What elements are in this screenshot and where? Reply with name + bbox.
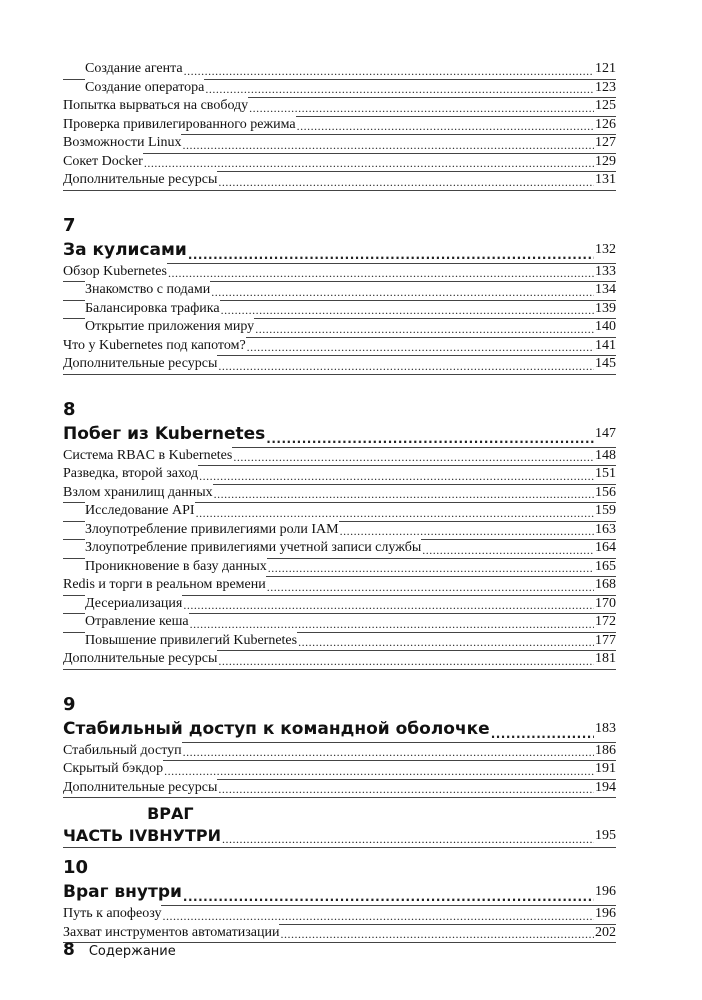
dot-leader (182, 137, 594, 153)
toc-entry[interactable] (63, 356, 616, 375)
dot-leader (190, 616, 594, 632)
dot-leader (199, 468, 594, 484)
toc-entry-title: Возможности Linux (63, 134, 181, 153)
toc-entry-title: Попытка вырваться на свободу (63, 97, 248, 116)
toc-entry-page: 156 (595, 484, 616, 500)
toc-entry-page: 165 (595, 558, 616, 574)
toc-entry-page: 196 (595, 906, 616, 921)
dot-leader (221, 302, 594, 318)
toc-entry-page: 134 (595, 282, 616, 297)
toc-entry-title: Что у Kubernetes под капотом? (63, 337, 246, 356)
toc-entry-page: 126 (595, 116, 616, 132)
toc-entry[interactable] (63, 282, 616, 301)
dot-leader (218, 174, 594, 190)
table-of-contents (63, 61, 616, 943)
chapter-title: Враг внутри (63, 879, 182, 905)
dot-leader (267, 579, 594, 595)
toc-entry-title: Злоупотребление привилегиями роли IAM (85, 521, 339, 540)
toc-entry-title: Проверка привилегированного режима (63, 116, 296, 135)
toc-entry-page: 202 (595, 924, 616, 940)
toc-entry-title: Знакомство с подами (85, 281, 210, 300)
toc-entry-title: Обзор Kubernetes (63, 263, 167, 282)
toc-entry[interactable] (63, 651, 616, 670)
toc-entry-page: 127 (595, 135, 616, 150)
dot-leader (249, 100, 594, 116)
dot-leader (196, 505, 594, 521)
chapter-title: Стабильный доступ к командной оболочке (63, 716, 490, 742)
toc-entry-page: 148 (595, 447, 616, 463)
chapter-title: Побег из Kubernetes (63, 421, 265, 447)
dot-leader (268, 560, 594, 576)
chapter-number: 8 (63, 398, 76, 420)
toc-entry-title: Дополнительные ресурсы (63, 355, 217, 374)
part-label: ЧАСТЬ IV (63, 826, 148, 845)
toc-entry-title: Повышение привилегий Kubernetes (85, 632, 297, 651)
toc-entry[interactable] (63, 761, 616, 780)
dot-leader (164, 763, 594, 779)
page-footer (63, 940, 176, 960)
toc-entry-page: 139 (595, 300, 616, 316)
dot-leader (247, 339, 594, 355)
toc-entry-title: Дополнительные ресурсы (63, 650, 217, 669)
chapter-page: 132 (595, 241, 616, 257)
dot-leader (422, 542, 594, 558)
toc-entry[interactable] (63, 135, 616, 154)
toc-entry-title: Скрытый бэкдор (63, 760, 163, 779)
chapter-heading[interactable] (63, 717, 616, 743)
dot-leader (218, 358, 594, 374)
toc-entry[interactable] (63, 540, 616, 559)
toc-entry[interactable] (63, 80, 616, 99)
dot-leader (214, 486, 594, 502)
toc-entry-page: 131 (595, 172, 616, 187)
toc-entry[interactable] (63, 633, 616, 652)
dot-leader (491, 726, 594, 742)
toc-entry-page: 151 (595, 466, 616, 481)
toc-entry[interactable] (63, 577, 616, 596)
part-title: ВРАГ ВНУТРИ (147, 804, 222, 845)
footer-page-number: 8 (63, 940, 75, 960)
chapter-page: 183 (595, 720, 616, 736)
toc-entry-title: Отравление кеша (85, 613, 189, 632)
dot-leader (297, 118, 594, 134)
toc-entry[interactable] (63, 117, 616, 136)
toc-entry[interactable] (63, 485, 616, 504)
toc-entry-page: 133 (595, 263, 616, 279)
toc-entry-title: Дополнительные ресурсы (63, 779, 217, 798)
toc-entry[interactable] (63, 743, 616, 762)
toc-entry-page: 129 (595, 153, 616, 169)
toc-entry-title: Проникновение в базу данных (85, 558, 267, 577)
footer-section-label: Содержание (88, 944, 176, 959)
dot-leader (222, 831, 594, 847)
toc-entry-page: 168 (595, 577, 616, 592)
toc-entry-page: 170 (595, 595, 616, 611)
toc-entry-page: 191 (595, 761, 616, 776)
toc-entry-page: 194 (595, 779, 616, 795)
dot-leader (211, 284, 594, 300)
toc-entry[interactable] (63, 522, 616, 541)
toc-entry-page: 123 (595, 79, 616, 95)
dot-leader (340, 523, 594, 539)
chapter-page: 147 (595, 425, 616, 441)
toc-entry-page: 159 (595, 503, 616, 518)
toc-entry-page: 140 (595, 319, 616, 334)
toc-entry-title: Десериализация (85, 595, 182, 614)
toc-entry-page: 186 (595, 742, 616, 758)
chapter-number: 9 (63, 693, 76, 715)
toc-entry[interactable] (63, 301, 616, 320)
toc-entry-page: 177 (595, 632, 616, 648)
chapter-page: 196 (595, 884, 616, 899)
toc-entry[interactable] (63, 448, 616, 467)
dot-leader (183, 597, 594, 613)
toc-entry-page: 125 (595, 98, 616, 113)
toc-entry-title: Система RBAC в Kubernetes (63, 447, 232, 466)
toc-entry[interactable] (63, 559, 616, 578)
toc-entry-title: Путь к апофеозу (63, 905, 161, 924)
dot-leader (168, 265, 594, 281)
dot-leader (183, 889, 594, 905)
chapter-number: 10 (63, 857, 89, 878)
toc-entry-title: Разведка, второй заход (63, 465, 198, 484)
toc-entry-page: 141 (595, 337, 616, 353)
toc-entry-title: Захват инструментов автоматизации (63, 924, 279, 943)
toc-entry[interactable] (63, 172, 616, 191)
dot-leader (184, 63, 594, 79)
toc-entry[interactable] (63, 614, 616, 633)
toc-entry[interactable] (63, 338, 616, 357)
toc-entry-title: Взлом хранилищ данных (63, 484, 213, 503)
dot-leader (144, 155, 594, 171)
toc-entry-page: 145 (595, 356, 616, 371)
toc-entry-title: Создание оператора (85, 79, 204, 98)
dot-leader (233, 449, 594, 465)
toc-entry-title: Открытие приложения миру (85, 318, 254, 337)
toc-entry-title: Сокет Docker (63, 153, 143, 172)
dot-leader (162, 908, 594, 924)
toc-entry[interactable] (63, 319, 616, 338)
toc-entry-title: Балансировка трафика (85, 300, 220, 319)
toc-entry-page: 172 (595, 614, 616, 629)
toc-entry-title: Исследование API (85, 502, 195, 521)
toc-entry[interactable] (63, 264, 616, 283)
toc-entry-page: 121 (595, 61, 616, 76)
chapter-title: За кулисами (63, 237, 187, 263)
part-heading[interactable] (63, 804, 616, 848)
toc-entry[interactable] (63, 154, 616, 173)
dot-leader (266, 431, 594, 447)
dot-leader (188, 247, 594, 263)
toc-entry[interactable] (63, 61, 616, 80)
toc-entry-title: Злоупотребление привилегиями учетной записи службы (85, 539, 421, 558)
dot-leader (280, 926, 594, 942)
chapter-heading[interactable] (63, 880, 616, 906)
toc-entry[interactable] (63, 98, 616, 117)
toc-entry-title: Дополнительные ресурсы (63, 171, 217, 190)
chapter-number: 7 (63, 214, 76, 236)
toc-entry[interactable] (63, 503, 616, 522)
toc-entry[interactable] (63, 596, 616, 615)
chapter-heading[interactable] (63, 238, 616, 264)
toc-entry-page: 163 (595, 521, 616, 537)
toc-entry-page: 181 (595, 651, 616, 666)
toc-entry-title: Создание агента (85, 60, 183, 79)
dot-leader (218, 781, 594, 797)
dot-leader (298, 634, 594, 650)
chapter-heading[interactable] (63, 422, 616, 448)
dot-leader (205, 81, 594, 97)
toc-entry[interactable] (63, 906, 616, 925)
part-page: 195 (595, 828, 616, 843)
toc-entry-title: Redis и торги в реальном времени (63, 576, 266, 595)
toc-entry-page: 164 (595, 540, 616, 555)
dot-leader (183, 744, 594, 760)
toc-entry[interactable] (63, 780, 616, 799)
dot-leader (255, 321, 594, 337)
toc-entry[interactable] (63, 466, 616, 485)
dot-leader (218, 653, 594, 669)
toc-entry-title: Стабильный доступ (63, 742, 182, 761)
